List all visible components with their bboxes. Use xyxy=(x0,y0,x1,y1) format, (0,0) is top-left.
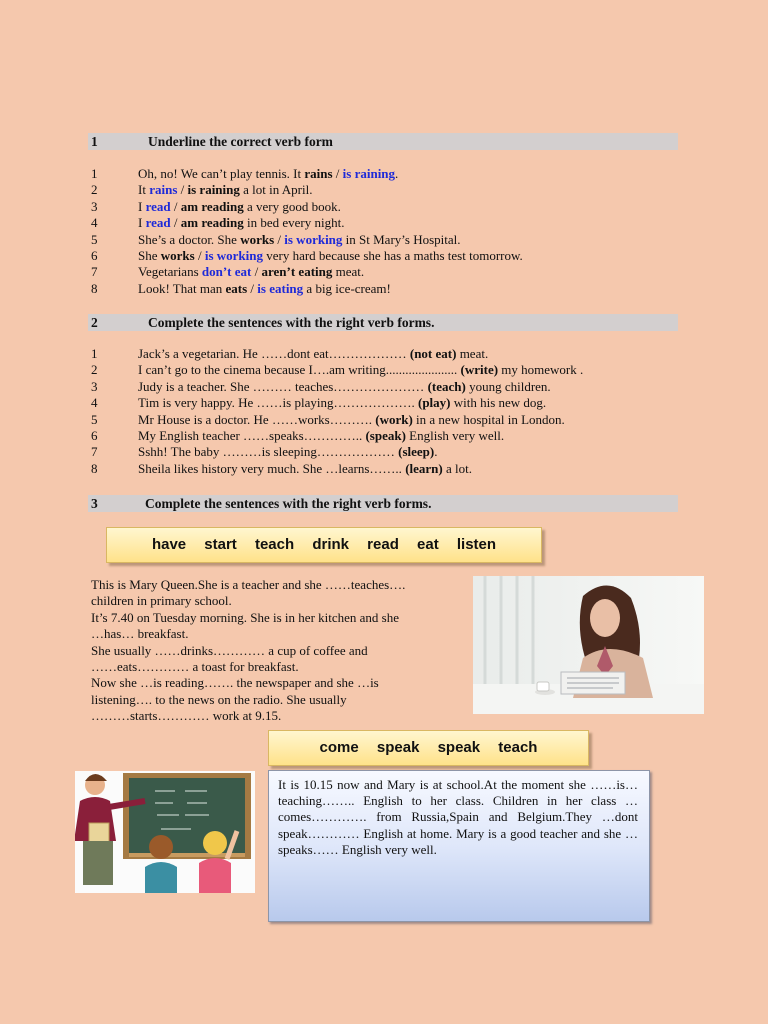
item-number: 1 xyxy=(91,166,98,181)
sentence-start: Jack’s a vegetarian. He ……dont eat……………… xyxy=(138,346,410,361)
item-number: 5 xyxy=(91,231,98,247)
option-b-answer: is working xyxy=(284,231,343,247)
word-box-1: have start teach drink read eat listen xyxy=(106,527,542,563)
sentence-end: . xyxy=(395,166,399,181)
exercise-row xyxy=(91,248,691,264)
item-number: 2 xyxy=(91,182,98,198)
option-b-answer: am reading xyxy=(180,198,244,214)
item-sentence xyxy=(138,428,504,444)
answer-text-box xyxy=(268,770,650,922)
item-sentence xyxy=(138,264,364,280)
option-a: works xyxy=(160,247,195,263)
option-separator: / xyxy=(251,264,262,280)
item-sentence xyxy=(138,248,523,264)
exercise-row xyxy=(91,444,691,460)
sentence-start: I xyxy=(138,198,146,214)
sentence-start: Oh, no! We can’t play tennis. It xyxy=(138,166,305,181)
story-line: …has… breakfast. xyxy=(91,626,189,642)
option-a: don’t eat xyxy=(201,264,252,280)
option-b-answer: is eating xyxy=(257,280,304,296)
option-a: works xyxy=(240,231,275,247)
option-a: eats xyxy=(225,280,248,296)
sentence-start: It xyxy=(138,182,150,198)
item-sentence xyxy=(138,215,344,231)
option-a: read xyxy=(145,215,171,231)
item-sentence xyxy=(138,199,341,215)
section-title: Underline the correct verb form xyxy=(148,134,333,149)
story-line: children in primary school. xyxy=(91,593,232,609)
item-sentence xyxy=(138,444,437,460)
item-number: 5 xyxy=(91,411,98,427)
option-a: rains xyxy=(304,166,333,181)
section-2-header xyxy=(88,314,678,331)
item-sentence xyxy=(138,182,312,198)
section-title: Complete the sentences with the right verb forms. xyxy=(145,496,432,511)
exercise-row xyxy=(91,395,691,411)
option-b-answer: is working xyxy=(204,247,263,263)
sentence-end: in a new hospital in London. xyxy=(412,411,565,427)
story-line: listening…. to the news on the radio. She usually xyxy=(91,691,347,707)
sentence-end: a big ice-cream! xyxy=(303,280,391,296)
sentence-start: Vegetarians xyxy=(138,264,202,280)
option-b-answer: is raining xyxy=(342,166,396,181)
sentence-start: Look! That man xyxy=(138,280,226,296)
exercise-row xyxy=(91,182,691,198)
item-sentence xyxy=(138,412,565,428)
sentence-end: meat. xyxy=(456,346,489,361)
sentence-end: young children. xyxy=(465,378,551,394)
section-1-header xyxy=(88,133,678,150)
option-separator: / xyxy=(170,198,181,214)
option-b-answer: is raining xyxy=(187,182,240,198)
option-separator: / xyxy=(332,166,343,181)
item-number: 2 xyxy=(91,362,98,378)
verb-hint: (play) xyxy=(417,395,451,411)
item-number: 8 xyxy=(91,460,98,476)
sentence-end: English very well. xyxy=(405,427,505,443)
story-line: This is Mary Queen.She is a teacher and she ……teaches…. xyxy=(91,577,406,592)
exercise-row xyxy=(91,412,691,428)
option-separator: / xyxy=(194,247,205,263)
story-paragraph xyxy=(91,577,471,725)
exercise-row xyxy=(91,264,691,280)
item-sentence xyxy=(138,281,391,297)
exercise-row xyxy=(91,362,691,378)
item-number: 4 xyxy=(91,215,98,231)
sentence-end: meat. xyxy=(332,264,365,280)
section-number: 1 xyxy=(91,134,98,149)
sentence-end: a lot in April. xyxy=(239,182,313,198)
option-separator: / xyxy=(247,280,258,296)
sentence-end: in St Mary’s Hospital. xyxy=(342,231,461,247)
sentence-end: with his new dog. xyxy=(450,395,547,411)
exercise-row xyxy=(91,346,691,362)
option-b-answer: am reading xyxy=(180,215,244,231)
story-line: It’s 7.40 on Tuesday morning. She is in her kitchen and she xyxy=(91,609,400,625)
verb-hint: (teach) xyxy=(427,378,466,394)
item-number: 1 xyxy=(91,346,98,361)
item-number: 3 xyxy=(91,198,98,214)
section-2-list xyxy=(91,346,691,477)
exercise-row xyxy=(91,166,691,182)
section-number: 3 xyxy=(91,496,98,511)
sentence-start: I xyxy=(138,215,146,231)
option-separator: / xyxy=(274,231,285,247)
exercise-row xyxy=(91,215,691,231)
woman-reading-photo xyxy=(473,576,704,714)
option-a: read xyxy=(145,198,171,214)
item-sentence xyxy=(138,232,461,248)
sentence-end: . xyxy=(434,444,438,460)
box-paragraph: It is 10.15 now and Mary is at school.At the moment she ……is…teaching…….. English to her class. Children in her class …comes…………. from Russia,Spain and Belgium.They …dont speak………… English at home. Mary is a good teacher and she …speaks…… English very well. xyxy=(278,777,638,857)
sentence-end: very hard because she has a maths test tomorrow. xyxy=(262,247,523,263)
item-number: 6 xyxy=(91,247,98,263)
item-number: 8 xyxy=(91,280,98,296)
section-number: 2 xyxy=(91,315,98,330)
option-separator: / xyxy=(177,182,188,198)
verb-hint: (work) xyxy=(375,411,413,427)
verb-hint: (speak) xyxy=(365,427,406,443)
item-number: 7 xyxy=(91,264,98,280)
section-3-header xyxy=(88,495,678,512)
option-b-answer: aren’t eating xyxy=(261,264,333,280)
sentence-end: a very good book. xyxy=(243,198,341,214)
verb-hint: (sleep) xyxy=(398,444,435,460)
sentence-end: my homework . xyxy=(498,362,584,378)
option-a: rains xyxy=(149,182,178,198)
item-sentence xyxy=(138,379,551,395)
story-line: She usually ……drinks………… a cup of coffee and xyxy=(91,642,368,658)
exercise-row xyxy=(91,461,691,477)
exercise-row xyxy=(91,232,691,248)
sentence-start: Tim is very happy. He ……is playing………………. xyxy=(138,395,418,411)
story-line: Now she …is reading……. the newspaper and she …is xyxy=(91,675,379,691)
option-separator: / xyxy=(170,215,181,231)
item-sentence xyxy=(138,362,583,378)
item-number: 4 xyxy=(91,395,98,411)
sentence-start: Judy is a teacher. She ……… teaches………………… xyxy=(138,378,428,394)
item-number: 7 xyxy=(91,444,98,460)
teacher-illustration xyxy=(75,771,255,893)
sentence-end: in bed every night. xyxy=(243,215,345,231)
verb-hint: (learn) xyxy=(405,460,443,476)
verb-hint: (write) xyxy=(460,362,499,378)
item-sentence xyxy=(138,395,546,411)
item-sentence xyxy=(138,346,488,362)
sentence-start: Mr House is a doctor. He ……works………. xyxy=(138,411,376,427)
section-title: Complete the sentences with the right verb forms. xyxy=(148,315,435,330)
story-line: ………starts………… work at 9.15. xyxy=(91,708,282,724)
sentence-start: My English teacher ……speaks………….. xyxy=(138,427,366,443)
item-sentence xyxy=(138,166,398,182)
sentence-end: a lot. xyxy=(442,460,472,476)
item-number: 6 xyxy=(91,427,98,443)
section-1-list xyxy=(91,166,691,297)
exercise-row xyxy=(91,199,691,215)
verb-hint: (not eat) xyxy=(409,346,457,361)
item-sentence xyxy=(138,461,472,477)
word-box-2: come speak speak teach xyxy=(268,730,589,766)
exercise-row xyxy=(91,379,691,395)
sentence-start: She xyxy=(138,247,161,263)
sentence-start: Sshh! The baby ………is sleeping……………… xyxy=(138,444,399,460)
sentence-start: She’s a doctor. She xyxy=(138,231,241,247)
exercise-row xyxy=(91,281,691,297)
sentence-start: I can’t go to the cinema because I….am writing...................... xyxy=(138,362,461,378)
story-line: ……eats………… a toast for breakfast. xyxy=(91,658,299,674)
sentence-start: Sheila likes history very much. She …learns…….. xyxy=(138,460,406,476)
item-number: 3 xyxy=(91,378,98,394)
exercise-row xyxy=(91,428,691,444)
